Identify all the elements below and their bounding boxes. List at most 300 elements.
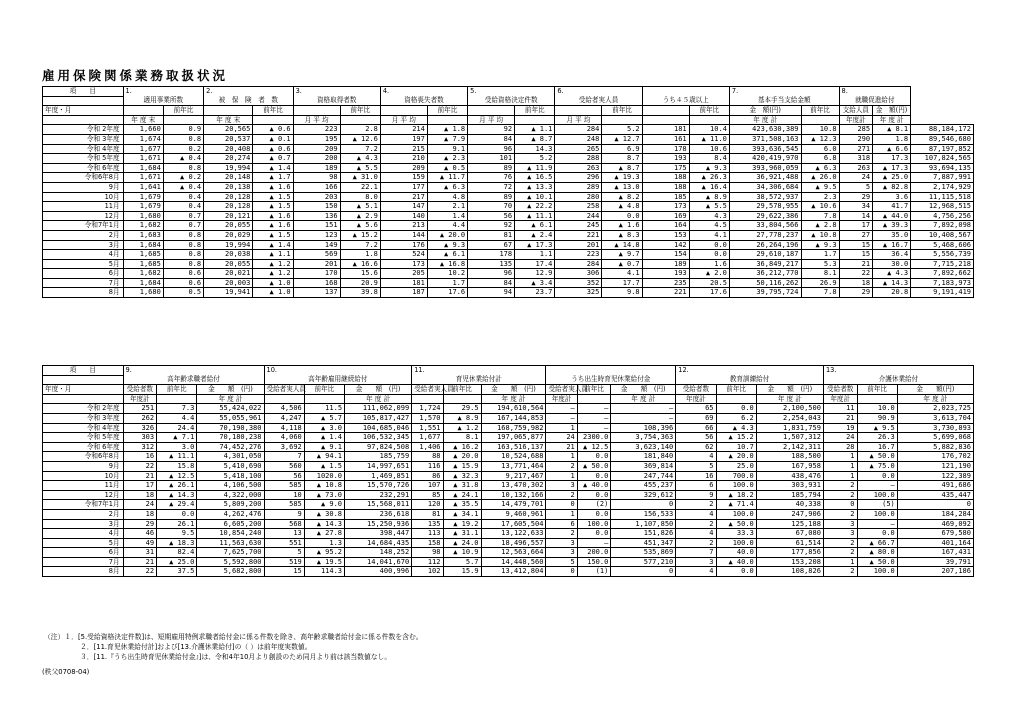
data-cell: 9.5 — [157, 529, 197, 539]
data-cell: ▲ 26.1 — [157, 481, 197, 491]
data-cell: 21 — [123, 471, 157, 481]
data-cell: 70,180,238 — [197, 433, 264, 443]
data-cell: 5,809,200 — [197, 500, 264, 510]
data-cell: 36,849,217 — [729, 259, 801, 269]
data-cell: 223 — [293, 125, 340, 135]
data-cell: 2 — [823, 548, 857, 558]
data-cell: ▲ 22.2 — [515, 202, 555, 212]
data-cell: 10,524,688 — [481, 452, 546, 462]
row-label: 8月 — [43, 567, 124, 577]
column-subheader: 前年比 — [427, 106, 467, 116]
data-cell: 1.1 — [515, 250, 555, 260]
data-cell: — — [577, 404, 611, 414]
data-cell: 18,496,557 — [481, 538, 546, 548]
data-cell: ▲ 94.1 — [304, 452, 344, 462]
data-cell: 194,610,564 — [481, 404, 546, 414]
data-cell: 20,128 — [204, 192, 253, 202]
data-cell: 0.8 — [163, 240, 203, 250]
column-subheader — [293, 106, 340, 116]
data-cell: 400,996 — [345, 567, 412, 577]
data-cell: 1,641 — [123, 182, 163, 192]
data-cell: 15 — [839, 240, 873, 250]
data-cell: 3 — [546, 481, 577, 491]
data-cell: ▲ 9.5 — [801, 182, 839, 192]
data-cell: 17 — [123, 481, 157, 491]
data-cell: ▲ 6.1 — [427, 250, 467, 260]
data-cell: 29,610,187 — [729, 250, 801, 260]
data-cell: 1 — [823, 461, 857, 471]
data-cell: 288 — [555, 154, 602, 164]
data-cell: 158 — [412, 538, 443, 548]
table-row — [43, 548, 974, 558]
data-cell: 4,247 — [264, 413, 304, 423]
unit-cell: 年 度 末 — [123, 115, 163, 125]
data-cell: — — [546, 404, 577, 414]
data-cell: 14 — [839, 211, 873, 221]
group-name: 適用事業所数 — [123, 96, 204, 106]
data-cell: 168,759,982 — [481, 423, 546, 433]
data-cell: 2 — [546, 461, 577, 471]
data-cell: 3,692 — [264, 442, 304, 452]
data-cell: 195 — [293, 134, 340, 144]
data-cell: 1,507,312 — [756, 433, 823, 443]
data-cell: 176 — [380, 240, 427, 250]
data-cell: ▲ 2.3 — [427, 154, 467, 164]
data-cell: 217 — [380, 192, 427, 202]
data-cell: ▲ 50.0 — [577, 461, 611, 471]
data-cell: 84 — [468, 278, 515, 288]
table-row — [43, 288, 974, 298]
data-cell: 1,682 — [123, 269, 163, 279]
data-cell: (5) — [857, 500, 897, 510]
data-cell: 7.3 — [157, 404, 197, 414]
data-cell: ▲ 95.2 — [304, 548, 344, 558]
table-row — [43, 481, 974, 491]
data-cell: 7 — [676, 548, 716, 558]
data-cell: 0 — [611, 500, 676, 510]
data-cell: 519 — [264, 557, 304, 567]
data-cell: ▲ 9.5 — [857, 423, 897, 433]
data-cell: 19 — [823, 423, 857, 433]
data-cell: 1,684 — [123, 278, 163, 288]
data-cell: 2 — [823, 490, 857, 500]
data-cell: ▲ 1.0 — [253, 288, 293, 298]
data-cell: 0.6 — [163, 278, 203, 288]
data-cell: 0.0 — [157, 509, 197, 519]
data-cell: 20,055 — [204, 259, 253, 269]
data-cell: 2 — [546, 490, 577, 500]
data-cell: ▲ 44.0 — [873, 211, 911, 221]
data-cell: 61,514 — [756, 538, 823, 548]
table-row — [43, 433, 974, 443]
data-cell: 232,291 — [345, 490, 412, 500]
data-cell: ▲ 18.2 — [716, 490, 756, 500]
data-cell: 108,396 — [611, 423, 676, 433]
data-cell: 2 — [676, 519, 716, 529]
table-row — [43, 423, 974, 433]
data-cell: 1 — [546, 452, 577, 462]
table-row — [43, 154, 974, 164]
data-cell: 7,625,700 — [197, 548, 264, 558]
column-subheader: 前年比 — [857, 385, 897, 395]
data-cell: 92 — [468, 125, 515, 135]
data-cell: 0 — [546, 567, 577, 577]
data-cell: 96 — [468, 144, 515, 154]
row-label: 6月 — [43, 269, 124, 279]
data-cell: 5,556,739 — [911, 250, 974, 260]
unit-cell — [427, 115, 467, 125]
row-label: 10月 — [43, 471, 124, 481]
data-cell: 1020.0 — [304, 471, 344, 481]
data-cell: 20,029 — [204, 230, 253, 240]
data-cell: ▲ 1.8 — [427, 125, 467, 135]
data-cell: 188 — [642, 182, 689, 192]
data-cell: 2,023,725 — [897, 404, 973, 414]
data-cell: 4.4 — [427, 221, 467, 231]
data-cell: 4,506 — [264, 404, 304, 414]
group-number: 3. — [293, 87, 380, 97]
unit-cell: 月 平 均 — [293, 115, 340, 125]
data-cell: 8.1 — [443, 433, 481, 443]
data-cell: 9 — [264, 509, 304, 519]
data-cell: ▲ 16.8 — [427, 259, 467, 269]
data-cell: 153 — [642, 230, 689, 240]
data-cell: 177 — [380, 182, 427, 192]
table-row — [43, 163, 974, 173]
data-cell: 1,671 — [123, 173, 163, 183]
data-cell: 11,115,518 — [911, 192, 974, 202]
data-cell: 11 — [823, 404, 857, 414]
data-cell: 263 — [839, 163, 873, 173]
data-cell: 170 — [293, 269, 340, 279]
unit-cell — [304, 394, 344, 404]
corner-mid — [43, 375, 124, 385]
data-cell: 700.0 — [716, 471, 756, 481]
data-cell: 136 — [293, 211, 340, 221]
data-cell: 105,817,427 — [345, 413, 412, 423]
data-cell: ▲ 24.1 — [443, 490, 481, 500]
data-cell: 2.8 — [340, 125, 380, 135]
table-row — [43, 490, 974, 500]
row-label: 6月 — [43, 548, 124, 558]
data-cell: 420,419,970 — [729, 154, 801, 164]
data-cell: 5.3 — [801, 259, 839, 269]
data-cell: 451,347 — [611, 538, 676, 548]
data-cell: 20,138 — [204, 182, 253, 192]
group-number: 13. — [823, 366, 973, 376]
data-cell: — — [577, 413, 611, 423]
data-cell: 181,840 — [611, 452, 676, 462]
data-cell: 6.2 — [716, 413, 756, 423]
data-cell: 4.1 — [602, 269, 642, 279]
data-cell: 435,447 — [897, 490, 973, 500]
data-cell: 1,679 — [123, 192, 163, 202]
data-cell: 2.3 — [801, 192, 839, 202]
group-name: 高年齢求職者給付 — [123, 375, 264, 385]
data-cell: 9,217,467 — [481, 471, 546, 481]
group-name: 受給資格決定件数 — [468, 96, 555, 106]
data-cell: 469,092 — [897, 519, 973, 529]
data-cell: 104,685,046 — [345, 423, 412, 433]
unit-cell — [642, 115, 689, 125]
data-cell: 0.0 — [577, 471, 611, 481]
data-cell: ▲ 11.7 — [427, 173, 467, 183]
data-cell: ▲ 34.1 — [443, 509, 481, 519]
data-cell: ▲ 50.0 — [857, 557, 897, 567]
row-label: 10月 — [43, 192, 124, 202]
data-cell: 10,854,240 — [197, 529, 264, 539]
data-cell: 85 — [412, 490, 443, 500]
data-cell: 9,191,419 — [911, 288, 974, 298]
data-cell: ▲ 12.3 — [801, 134, 839, 144]
data-cell: 0.0 — [577, 509, 611, 519]
data-cell: 26.9 — [801, 278, 839, 288]
data-cell: ▲ 0.5 — [427, 163, 467, 173]
data-cell: 209 — [293, 144, 340, 154]
row-label: 令和6年8月 — [43, 452, 124, 462]
data-cell: 36,921,488 — [729, 173, 801, 183]
corner-bottom: 年度・月 — [43, 106, 124, 116]
data-cell: 20,038 — [204, 250, 253, 260]
data-cell: ▲ 11.0 — [689, 134, 729, 144]
data-cell: ▲ 40.0 — [577, 481, 611, 491]
data-cell: 5,882,836 — [897, 442, 973, 452]
data-cell: 200 — [293, 154, 340, 164]
data-cell: 0.0 — [716, 567, 756, 577]
data-cell: 189 — [293, 163, 340, 173]
data-cell: — — [546, 413, 577, 423]
group-name: 高年齢雇用継続給付 — [264, 375, 412, 385]
data-cell: ▲ 0.6 — [253, 125, 293, 135]
data-cell: ▲ 16.4 — [689, 182, 729, 192]
data-cell: 62 — [676, 442, 716, 452]
data-cell: 15,250,936 — [345, 519, 412, 529]
data-cell: 26.1 — [157, 519, 197, 529]
data-cell: 10.2 — [427, 269, 467, 279]
data-cell: 7,892,098 — [911, 221, 974, 231]
data-cell: ▲ 18.3 — [157, 538, 197, 548]
data-cell: — — [611, 404, 676, 414]
data-cell: 122,389 — [897, 471, 973, 481]
data-cell: 0.0 — [689, 250, 729, 260]
data-cell: 271 — [839, 144, 873, 154]
data-cell: 0.8 — [163, 250, 203, 260]
data-cell: ▲ 4.3 — [873, 269, 911, 279]
data-cell: 173 — [642, 202, 689, 212]
data-cell: ▲ 4.3 — [340, 154, 380, 164]
data-cell: 9.1 — [427, 144, 467, 154]
unit-cell — [801, 115, 839, 125]
data-cell: 89 — [468, 163, 515, 173]
data-cell: ▲ 5.5 — [340, 163, 380, 173]
data-cell: 245 — [555, 221, 602, 231]
footer-code: (秩父0708-04) — [42, 668, 90, 676]
table-row — [43, 250, 974, 260]
data-cell: — — [611, 413, 676, 423]
table-row — [43, 173, 974, 183]
data-cell: 17.7 — [602, 278, 642, 288]
data-cell: 173 — [380, 259, 427, 269]
data-cell: ▲ 4.8 — [602, 202, 642, 212]
data-cell: ▲ 0.4 — [163, 154, 203, 164]
data-cell: 116 — [412, 461, 443, 471]
data-cell: 6 — [546, 519, 577, 529]
table-row — [43, 134, 974, 144]
data-cell: 303,931 — [756, 481, 823, 491]
data-cell: 3,613,704 — [897, 413, 973, 423]
data-cell: 265 — [555, 144, 602, 154]
data-cell: 5,682,800 — [197, 567, 264, 577]
data-cell: 167,144,853 — [481, 413, 546, 423]
data-cell: 154 — [642, 250, 689, 260]
data-cell: 96 — [468, 269, 515, 279]
data-cell: 107,824,565 — [911, 154, 974, 164]
data-cell: ▲ 5.7 — [304, 413, 344, 423]
data-cell: 10 — [264, 490, 304, 500]
data-cell: 329,612 — [611, 490, 676, 500]
data-cell: 2,142,311 — [756, 442, 823, 452]
data-cell: 101 — [468, 154, 515, 164]
row-label: 11月 — [43, 202, 124, 212]
data-cell: ▲ 1.5 — [253, 192, 293, 202]
data-cell: 258 — [555, 202, 602, 212]
data-cell: 178 — [468, 250, 515, 260]
data-cell: 1,107,850 — [611, 519, 676, 529]
data-cell: 21 — [546, 442, 577, 452]
data-cell: 20,128 — [204, 202, 253, 212]
data-cell: 169 — [642, 211, 689, 221]
data-cell: 74,452,276 — [197, 442, 264, 452]
data-cell: 284 — [555, 259, 602, 269]
table-row — [43, 461, 974, 471]
data-cell: 29,622,386 — [729, 211, 801, 221]
data-cell: 81 — [468, 230, 515, 240]
data-cell: 197,065,877 — [481, 433, 546, 443]
data-cell: 56 — [264, 471, 304, 481]
data-cell: 203 — [293, 192, 340, 202]
data-cell: 0.7 — [163, 211, 203, 221]
data-cell: ▲ 1.1 — [253, 250, 293, 260]
data-cell: ▲ 17.3 — [515, 240, 555, 250]
employment-insurance-table-1 — [42, 86, 974, 298]
unit-cell — [577, 394, 611, 404]
unit-cell: 年度計 — [123, 394, 157, 404]
data-cell: ▲ 10.8 — [801, 230, 839, 240]
data-cell: 20,148 — [204, 173, 253, 183]
data-cell: 0.4 — [163, 192, 203, 202]
data-cell: 29.5 — [443, 404, 481, 414]
row-label: 令和7年1月 — [43, 221, 124, 231]
data-cell: 2 — [823, 538, 857, 548]
row-label: 令和 2年度 — [43, 125, 124, 135]
data-cell: 167,958 — [756, 461, 823, 471]
data-cell: 9,460,961 — [481, 509, 546, 519]
note-2: ２．[11.育児休業給付計]および[13.介護休業給付]の（ ）は前年度実数値。 — [80, 643, 312, 651]
data-cell: 20.8 — [873, 288, 911, 298]
data-cell: 106,532,345 — [345, 433, 412, 443]
data-cell: 175 — [642, 163, 689, 173]
data-cell: 13 — [264, 529, 304, 539]
data-cell: 4,060 — [264, 433, 304, 443]
data-cell: 200.0 — [577, 548, 611, 558]
data-cell: 318 — [839, 154, 873, 164]
data-cell: 81 — [412, 509, 443, 519]
data-cell: 6.0 — [801, 144, 839, 154]
data-cell: 0.0 — [857, 529, 897, 539]
data-cell: 1,406 — [412, 442, 443, 452]
data-cell: ▲ 14.3 — [157, 490, 197, 500]
column-subheader: 受給者数 — [676, 385, 716, 395]
data-cell: ▲ 75.0 — [857, 461, 897, 471]
data-cell: 4,262,476 — [197, 509, 264, 519]
unit-cell — [157, 394, 197, 404]
data-cell: 577,210 — [611, 557, 676, 567]
data-cell: 18 — [123, 490, 157, 500]
column-subheader: 金 額 (円) — [197, 385, 264, 395]
data-cell: 29 — [839, 192, 873, 202]
column-subheader: 前年比 — [163, 106, 203, 116]
table-row — [43, 529, 974, 539]
data-cell: 17.6 — [689, 288, 729, 298]
data-cell: 56 — [468, 211, 515, 221]
data-cell: 10.7 — [716, 442, 756, 452]
column-subheader: 前年比 — [157, 385, 197, 395]
data-cell: 4,322,000 — [197, 490, 264, 500]
data-cell: 2300.0 — [577, 433, 611, 443]
data-cell: ▲ 80.0 — [857, 548, 897, 558]
data-cell: ▲ 0.2 — [163, 173, 203, 183]
data-cell: 137 — [293, 288, 340, 298]
data-cell: ▲ 15.2 — [340, 230, 380, 240]
data-cell: 438,476 — [756, 471, 823, 481]
data-cell: 40.0 — [716, 548, 756, 558]
column-subheader: 前年比 — [689, 106, 729, 116]
data-cell: 247,906 — [756, 509, 823, 519]
data-cell: 20,565 — [204, 125, 253, 135]
table-row — [43, 471, 974, 481]
data-cell: 15,570,726 — [345, 481, 412, 491]
data-cell: 5.2 — [602, 125, 642, 135]
row-label: 12月 — [43, 211, 124, 221]
data-cell: 371,508,163 — [729, 134, 801, 144]
group-number: 1. — [123, 87, 204, 97]
data-cell: 3 — [676, 557, 716, 567]
data-cell: 223 — [555, 250, 602, 260]
column-subheader: 支給人員 — [839, 106, 873, 116]
data-cell: 10,132,166 — [481, 490, 546, 500]
data-cell: 24 — [839, 173, 873, 183]
unit-cell — [716, 394, 756, 404]
data-cell: ▲ 24.0 — [443, 538, 481, 548]
data-cell: 1,551 — [412, 423, 443, 433]
data-cell: ▲ 7.9 — [427, 134, 467, 144]
data-cell: 214 — [380, 125, 427, 135]
data-cell: 289 — [555, 182, 602, 192]
data-cell: 185 — [642, 192, 689, 202]
data-cell: 156,533 — [611, 509, 676, 519]
data-cell: 423,630,389 — [729, 125, 801, 135]
data-cell: 82.4 — [157, 548, 197, 558]
row-label: 令和 6年度 — [43, 442, 124, 452]
data-cell: ▲ 11.1 — [157, 452, 197, 462]
data-cell: 31 — [123, 548, 157, 558]
data-cell: ▲ 5.5 — [689, 202, 729, 212]
unit-cell: 年 度 計 — [345, 394, 412, 404]
row-label: 7月 — [43, 557, 124, 567]
data-cell: 1 — [823, 471, 857, 481]
data-cell: 14,684,435 — [345, 538, 412, 548]
data-cell: 0.5 — [163, 288, 203, 298]
